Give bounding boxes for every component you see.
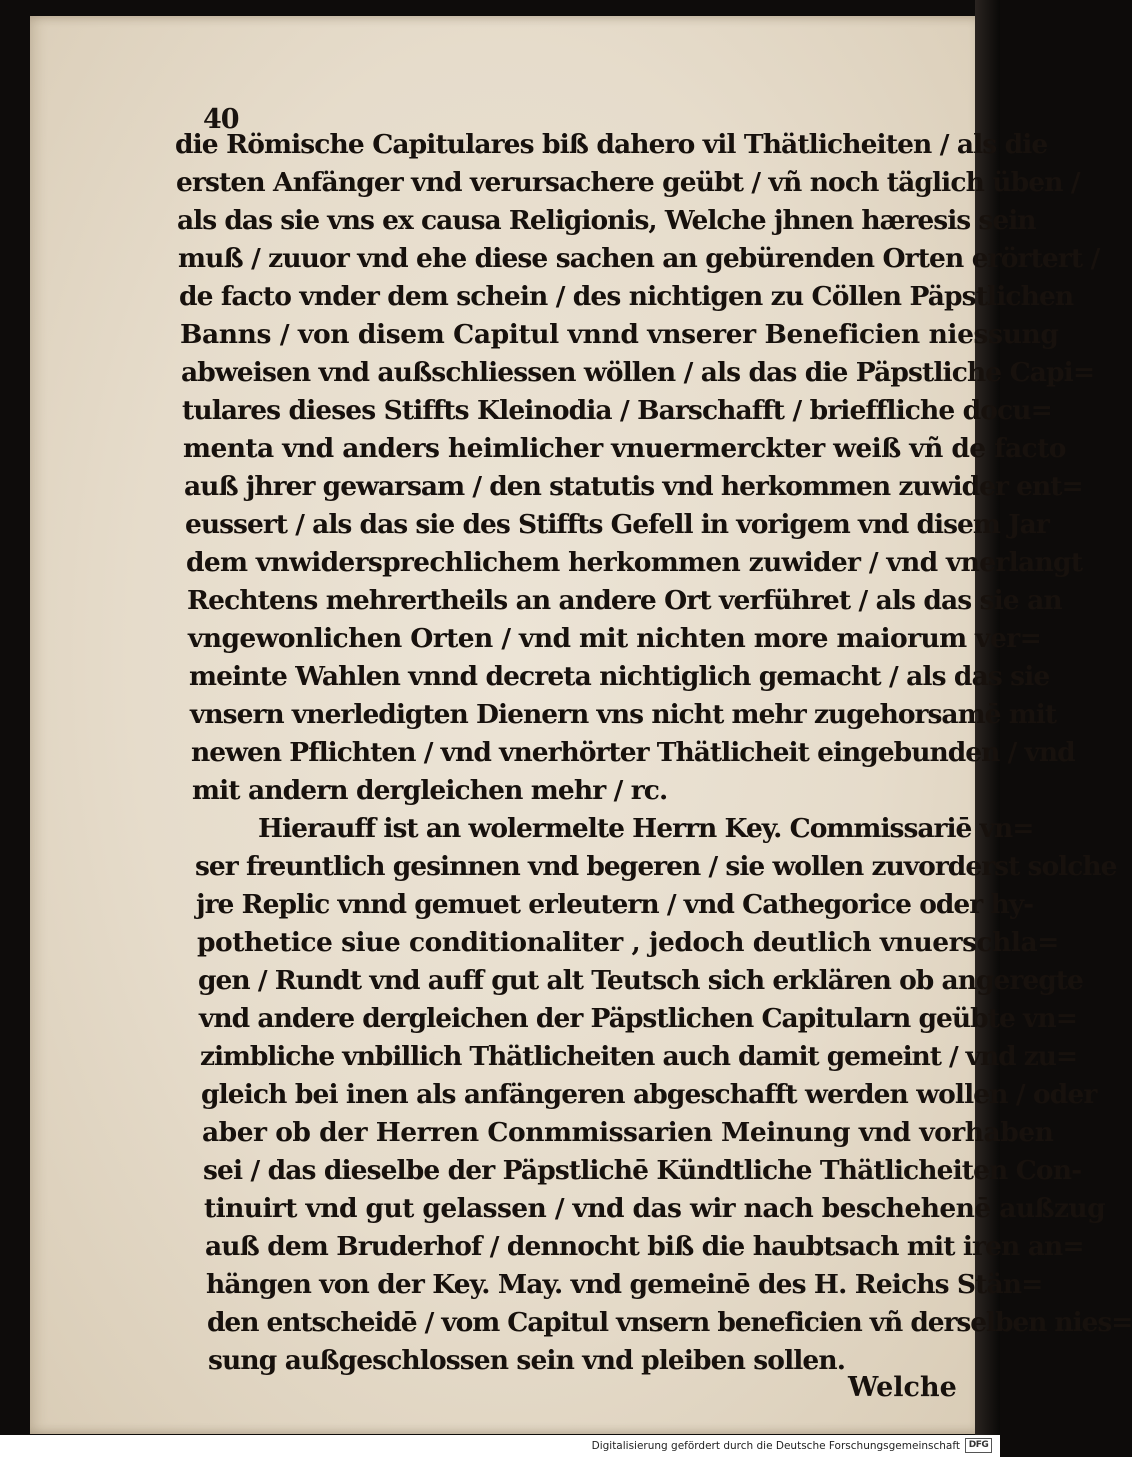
text-line: meinte Wahlen vnnd decreta nichtiglich gemacht / als das sie <box>189 661 1050 692</box>
text-line: menta vnd anders heimlicher vnuermerckter weiß vñ de facto <box>183 433 1066 464</box>
text-line: muß / zuuor vnd ehe diese sachen an gebürenden Orten erörtert / <box>178 243 1100 274</box>
text-line: auß dem Bruderhof / dennocht biß die haubtsach mit iren an= <box>205 1231 1084 1262</box>
text-line: eussert / als das sie des Stiffts Gefell in vorigem vnd disem Jar <box>185 509 1049 540</box>
text-line: ser freuntlich gesinnen vnd begeren / sie wollen zuvorderst solche <box>195 851 1117 882</box>
text-line: jre Replic vnnd gemuet erleutern / vnd Cathegorice oder hy- <box>196 889 1034 920</box>
text-line: Rechtens mehrertheils an andere Ort verführet / als das sie an <box>187 585 1062 616</box>
digitization-footer <box>0 1435 1000 1457</box>
text-line: den entscheidē / vom Capitul vnsern beneficien vñ derselben nies= <box>207 1307 1132 1338</box>
funding-credit: Digitalisierung gefördert durch die Deutsche Forschungsgemeinschaft <box>591 1440 960 1452</box>
dfg-logo: DFG <box>965 1438 992 1453</box>
text-line: gen / Rundt vnd auff gut alt Teutsch sich erklären ob angeregte <box>198 965 1083 996</box>
text-line: tinuirt vnd gut gelassen / vnd das wir nach beschehenē außzug <box>204 1193 1106 1224</box>
text-line: auß jhrer gewarsam / den statutis vnd herkommen zuwider ent= <box>184 471 1083 502</box>
text-line: mit andern dergleichen mehr / rc. <box>192 775 668 806</box>
page-number: 40 <box>203 104 239 135</box>
text-line: als das sie vns ex causa Religionis, Welche jhnen hæresis sein <box>177 205 1036 236</box>
text-line: Hierauff ist an wolermelte Herrn Key. Commissariē vn= <box>258 813 1034 844</box>
text-line: abweisen vnd außschliessen wöllen / als das die Päpstliche Capi= <box>181 357 1095 388</box>
text-line: vngewonlichen Orten / vnd mit nichten more maiorum ver= <box>188 623 1042 654</box>
text-line: tulares dieses Stiffts Kleinodia / Barschafft / brieffliche docu= <box>182 395 1052 426</box>
text-line: aber ob der Herren Conmmissarien Meinung vnd vorhaben <box>202 1117 1054 1148</box>
text-line: sei / das dieselbe der Päpstlichē Kündtliche Thätlicheiten Con- <box>203 1155 1082 1186</box>
text-line: Banns / von disem Capitul vnnd vnserer Beneficien niessung <box>180 319 1059 350</box>
text-line: vnsern vnerledigten Dienern vns nicht mehr zugehorsamē mit <box>190 699 1057 730</box>
catchword: Welche <box>848 1372 957 1403</box>
text-line: de facto vnder dem schein / des nichtigen zu Cöllen Päpstlichen <box>179 281 1074 312</box>
text-line: sung außgeschlossen sein vnd pleiben sollen. <box>208 1345 846 1376</box>
text-line: vnd andere dergleichen der Päpstlichen Capitularn geübte vn= <box>199 1003 1077 1034</box>
text-line: newen Pflichten / vnd vnerhörter Thätlicheit eingebunden / vnd <box>191 737 1075 768</box>
text-line: gleich bei inen als anfängeren abgeschafft werden wollen / oder <box>201 1079 1097 1110</box>
text-line: zimbliche vnbillich Thätlicheiten auch damit gemeint / vnd zu= <box>200 1041 1077 1072</box>
text-line: die Römische Capitulares biß dahero vil Thätlicheiten / als die <box>175 129 1048 160</box>
text-line: hängen von der Key. May. vnd gemeinē des H. Reichs Stän= <box>206 1269 1043 1300</box>
text-line: ersten Anfänger vnd verursachere geübt / vñ noch täglich üben / <box>176 167 1080 198</box>
text-line: dem vnwidersprechlichem herkommen zuwider / vnd vnerlangt <box>186 547 1083 578</box>
text-line: pothetice siue conditionaliter , jedoch deutlich vnuerschla= <box>197 927 1059 958</box>
